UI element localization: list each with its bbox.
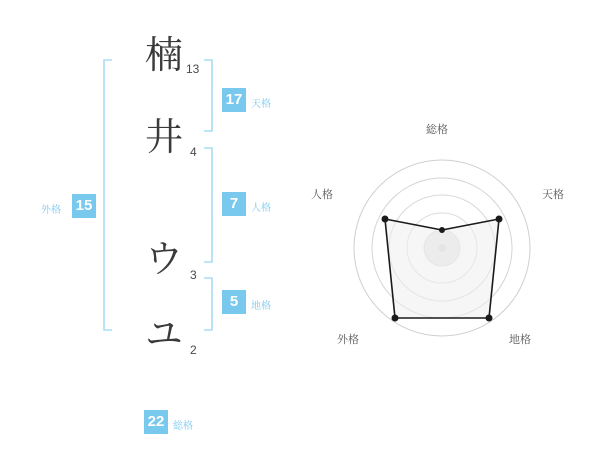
score-badge-jinkaku: 7 [222, 192, 246, 216]
chikaku-bracket [204, 278, 212, 330]
radar-point-jinkaku [382, 216, 389, 223]
name-character-3-strokes: 3 [190, 268, 197, 282]
radar-center-dot [438, 244, 446, 252]
name-character-2: 井 [144, 115, 183, 159]
radar-point-tenkaku [496, 216, 503, 223]
tenkaku-bracket [204, 60, 212, 131]
name-character-1-strokes: 13 [186, 62, 200, 76]
name-character-3: ウ [144, 237, 183, 281]
name-character-1: 楠 [144, 33, 183, 77]
score-label-gaikaku: 外格 [41, 205, 61, 216]
radar-point-chikaku [486, 315, 493, 322]
score-badge-gaikaku: 15 [72, 194, 96, 218]
name-character-4-strokes: 2 [190, 343, 197, 357]
radar-point-sokaku [439, 227, 445, 233]
score-badge-chikaku: 5 [222, 290, 246, 314]
radar-data-polygon [385, 219, 499, 318]
radar-axis-label-sokaku: 総格 [426, 124, 448, 136]
radar-axis-label-tenkaku: 天格 [542, 189, 564, 201]
radar-axis-label-chikaku: 地格 [509, 334, 531, 346]
radar-ring-1 [424, 230, 460, 266]
radar-ring-4 [372, 178, 512, 318]
score-label-tenkaku: 天格 [251, 99, 271, 110]
score-label-chikaku: 地格 [251, 301, 271, 312]
radar-ring-5 [354, 160, 530, 336]
outer-bracket [104, 60, 112, 330]
score-label-sokaku: 総格 [173, 421, 193, 432]
score-label-jinkaku: 人格 [251, 203, 271, 214]
radar-chart [354, 160, 530, 336]
name-character-4: ユ [144, 312, 183, 356]
score-badge-sokaku: 22 [144, 410, 168, 434]
score-badge-tenkaku: 17 [222, 88, 246, 112]
radar-point-gaikaku [392, 315, 399, 322]
radar-ring-2 [407, 213, 477, 283]
name-character-2-strokes: 4 [190, 145, 197, 159]
radar-ring-3 [389, 195, 495, 301]
radar-axis-label-jinkaku: 人格 [311, 189, 333, 201]
radar-axis-label-gaikaku: 外格 [337, 334, 359, 346]
jinkaku-bracket [204, 148, 212, 262]
